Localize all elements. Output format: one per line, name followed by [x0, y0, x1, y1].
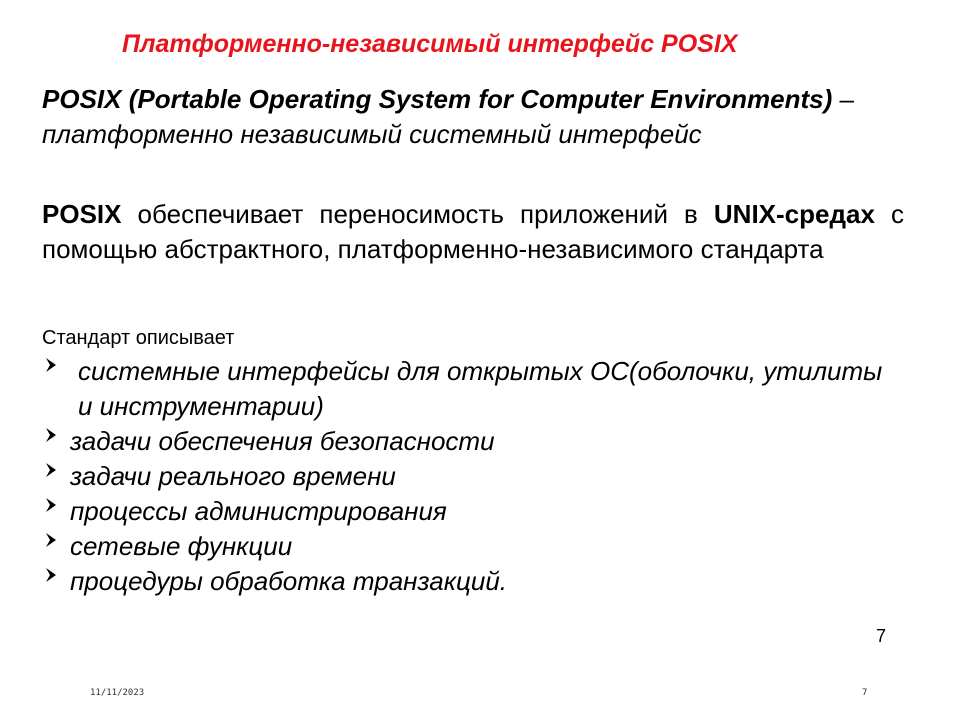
posix-definition [42, 82, 902, 152]
standard-lead: Стандарт описывает [42, 327, 235, 349]
list-item [42, 494, 902, 529]
slide-page-number: 7 [876, 626, 887, 646]
footer-page-number: 7 [862, 688, 868, 698]
posix-definition-bold: POSIX (Portable Operating System for Computer Environments) [42, 84, 833, 114]
arrow-bullet-icon [42, 355, 64, 377]
standard-bullet-list [42, 354, 902, 599]
posix-portability-bold-2: UNIX-средах [713, 199, 875, 229]
bullet-text: системные интерфейсы для открытых ОС(оболочки, утилиты и инструментарии) [78, 356, 883, 421]
posix-portability-text-1: обеспечивает переносимость приложений в [121, 199, 714, 229]
list-item [42, 459, 902, 494]
posix-portability-text-2: с помощью абстрактного, платформенно-независимого стандарта [42, 199, 904, 264]
arrow-bullet-icon [42, 495, 64, 517]
list-item [42, 564, 902, 599]
posix-portability [42, 197, 904, 267]
arrow-bullet-icon [42, 460, 64, 482]
arrow-bullet-icon [42, 425, 64, 447]
footer-date: 11/11/2023 [90, 688, 145, 698]
bullet-text: сетевые функции [70, 531, 293, 561]
bullet-text: задачи реального времени [70, 461, 396, 491]
list-item [42, 424, 902, 459]
posix-definition-text: – платформенно независимый системный интерфейс [42, 84, 854, 149]
list-item [42, 529, 902, 564]
list-item [42, 354, 902, 424]
arrow-bullet-icon [42, 565, 64, 587]
bullet-text: процессы администрирования [70, 496, 447, 526]
bullet-text: процедуры обработка транзакций. [70, 566, 507, 596]
slide-title: Платформенно-независимый интерфейс POSIX [122, 30, 738, 58]
bullet-text: задачи обеспечения безопасности [70, 426, 495, 456]
posix-portability-bold-1: POSIX [42, 199, 122, 229]
arrow-bullet-icon [42, 530, 64, 552]
